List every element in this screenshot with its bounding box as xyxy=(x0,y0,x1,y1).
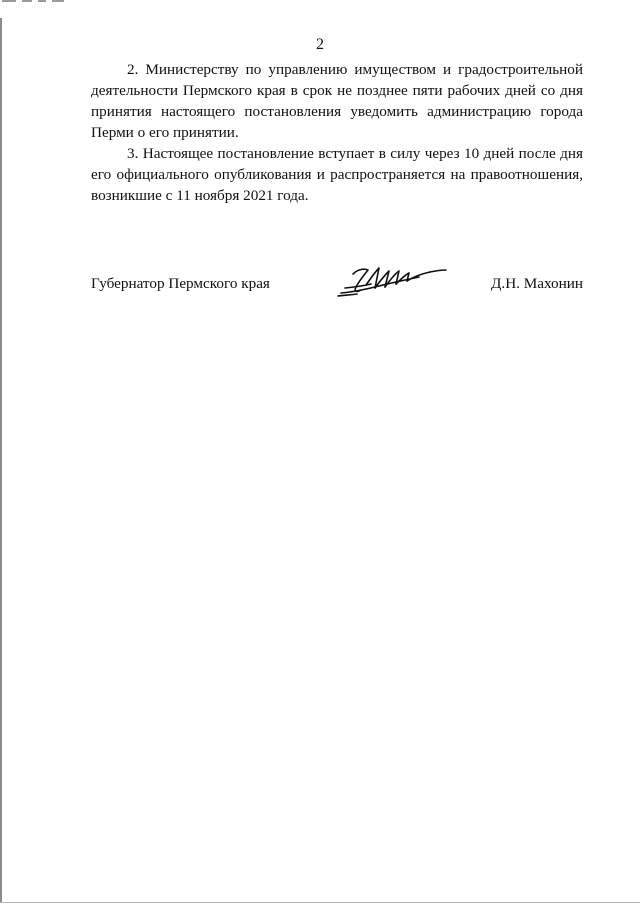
page-number: 2 xyxy=(316,36,324,53)
signer-title: Губернатор Пермского края xyxy=(91,275,270,292)
scan-artifact-bottom-edge xyxy=(0,902,640,903)
handwritten-signature xyxy=(335,262,450,302)
scan-artifact-top xyxy=(0,0,70,6)
paragraph-2: 2. Министерству по управлению имуществом и градостроительной деятельности Пермского края в срок не позднее пяти рабочих дней со дня принятия настоящего постановления уведомить администрацию города Перми о его принятии. xyxy=(91,61,583,141)
scan-artifact-left-edge xyxy=(0,18,2,903)
signer-name: Д.Н. Махонин xyxy=(491,275,583,292)
paragraph-3: 3. Настоящее постановление вступает в силу через 10 дней после дня его официального опубликования и распространяется на правоотношения, возникшие с 11 ноября 2021 года. xyxy=(91,145,583,204)
